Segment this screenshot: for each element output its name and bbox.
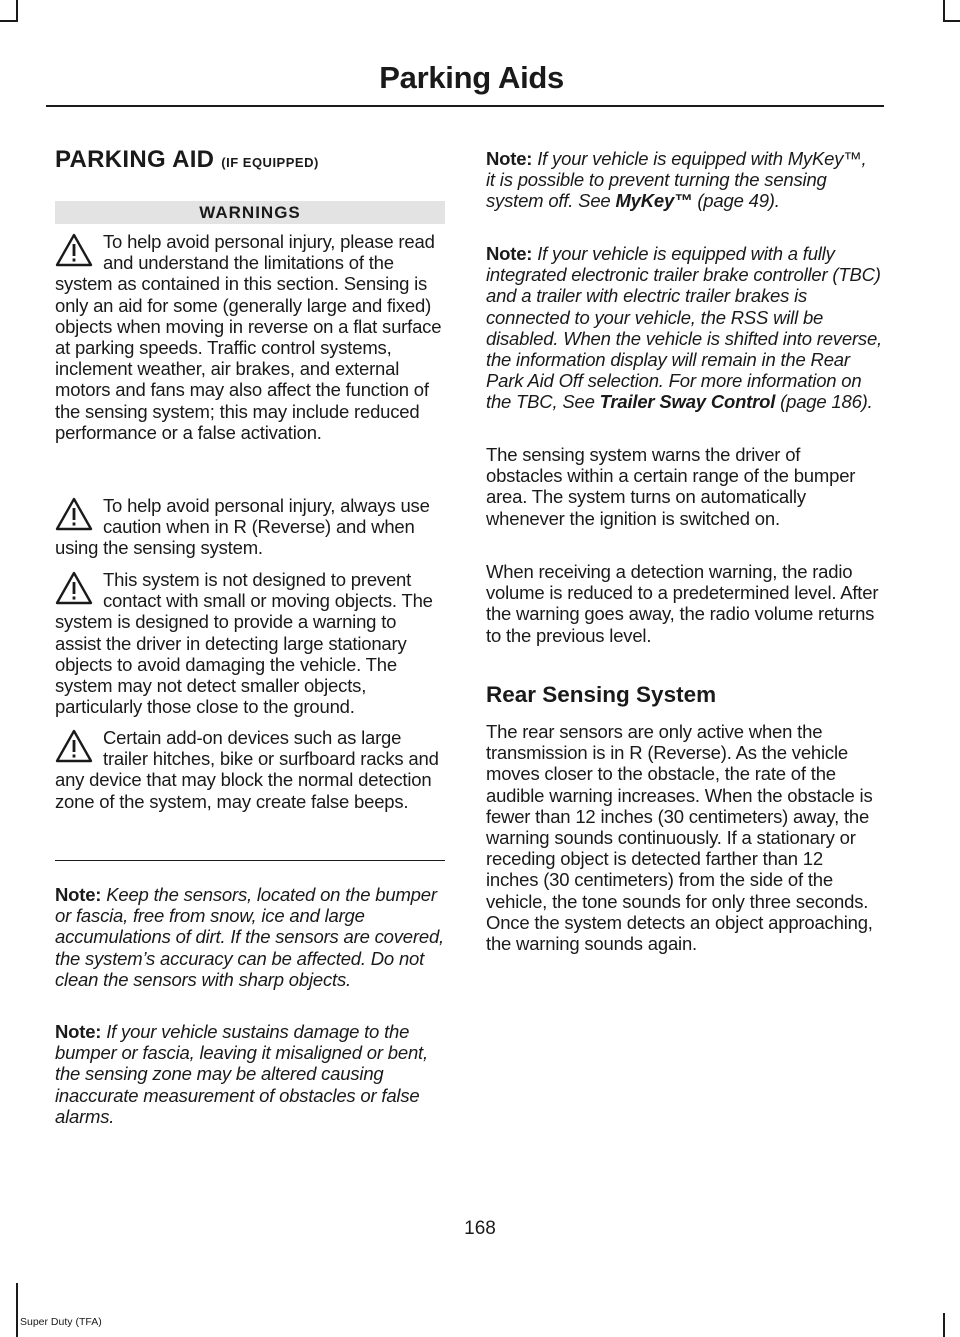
page-reference: (page 186). (780, 391, 873, 413)
warning-item (55, 727, 447, 812)
crop-mark (0, 20, 18, 22)
page-reference: (page 49). (697, 190, 780, 212)
warning-triangle-icon (55, 233, 93, 267)
warning-triangle-icon (55, 497, 93, 531)
note-label: Note: (55, 884, 102, 905)
warning-text: This system is not designed to prevent contact with small or moving objects. The system is designed to provide a warning to assist the driver in detecting large stationary objects to avoid damaging the vehicle. The system may not detect smaller objects, particularly those close to the ground. (55, 569, 433, 718)
section-title: PARKING AID (55, 146, 215, 173)
note-text: If your vehicle is equipped with MyKey™, it is possible to prevent turning the sensing system off. See (486, 148, 867, 212)
warnings-end-rule (55, 860, 445, 861)
crop-mark (943, 1313, 945, 1337)
warning-text: To help avoid personal injury, please read and understand the limitations of the system as contained in this section. Sensing is only an aid for some (generally large and fixed) objects when moving in reverse on a flat surface at parking speeds. Traffic control systems, inclement weather, air brakes, and external motors and fans may also affect the function of the sensing system; this may include reduced performance or a false activation. (55, 231, 442, 443)
warning-triangle-icon (55, 729, 93, 763)
warning-text: Certain add-on devices such as large trailer hitches, bike or surfboard racks and any device that may block the normal detection zone of the system, may create false beeps. (55, 727, 439, 812)
warning-item (55, 231, 447, 443)
crop-mark (943, 20, 960, 22)
warnings-heading: WARNINGS (55, 201, 445, 224)
page-header-title: Parking Aids (379, 60, 564, 95)
subsection-heading: Rear Sensing System (486, 682, 717, 707)
note-paragraph (486, 243, 882, 413)
header-rule (46, 105, 884, 107)
note-label: Note: (486, 243, 533, 264)
note-paragraph (55, 1021, 447, 1127)
note-label: Note: (55, 1021, 102, 1042)
page-number: 168 (464, 1218, 496, 1239)
section-heading (55, 146, 319, 174)
body-paragraph: When receiving a detection warning, the radio volume is reduced to a predetermined level. After the warning goes away, the radio volume returns to the previous level. (486, 561, 879, 646)
cross-reference-link[interactable]: Trailer Sway Control (599, 391, 776, 413)
crop-mark (16, 0, 18, 20)
body-paragraph: The rear sensors are only active when the transmission is in R (Reverse). As the vehicle moves closer to the obstacle, the rate of the audible warning increases. When the obstacle is fewer than 12 inches (30 centimeters) away, the warning sounds continuously. If a stationary or receding object is detected farther than 12 inches (30 centimeters) from the side of the vehicle, the tone sounds for only three seconds. Once the system detects an object approaching, the warning sounds again. (486, 721, 873, 955)
warning-text: To help avoid personal injury, always use caution when in R (Reverse) and when using the sensing system. (55, 495, 430, 559)
note-paragraph (486, 148, 880, 212)
note-label: Note: (486, 148, 533, 169)
body-paragraph: The sensing system warns the driver of obstacles within a certain range of the bumper area. The system turns on automatically whenever the ignition is switched on. (486, 444, 856, 529)
section-qualifier: (IF EQUIPPED) (221, 155, 319, 170)
cross-reference-link[interactable]: MyKey™ (615, 190, 693, 212)
crop-mark (16, 1283, 18, 1337)
footer-model: Super Duty (TFA) (20, 1316, 102, 1328)
note-paragraph (55, 884, 447, 990)
warning-triangle-icon (55, 571, 93, 605)
note-text: Keep the sensors, located on the bumper or fascia, free from snow, ice and large accumulations of dirt. If the sensors are covered, the system’s accuracy can be affected. Do not clean the sensors with sharp objects. (55, 884, 444, 990)
note-text: If your vehicle sustains damage to the bumper or fascia, leaving it misaligned or bent, the sensing zone may be altered causing inaccurate measurement of obstacles or false alarms. (55, 1021, 428, 1127)
warning-item (55, 569, 447, 717)
crop-mark (943, 0, 945, 20)
note-text: If your vehicle is equipped with a fully integrated electronic trailer brake controller (TBC) and a trailer with electric trailer brakes is connected to your vehicle, the RSS will be disabled. When the vehicle is shifted into reverse, the information display will remain in the Rear Park Aid Off selection. For more information on the TBC, See (486, 243, 882, 413)
warning-item (55, 495, 447, 559)
